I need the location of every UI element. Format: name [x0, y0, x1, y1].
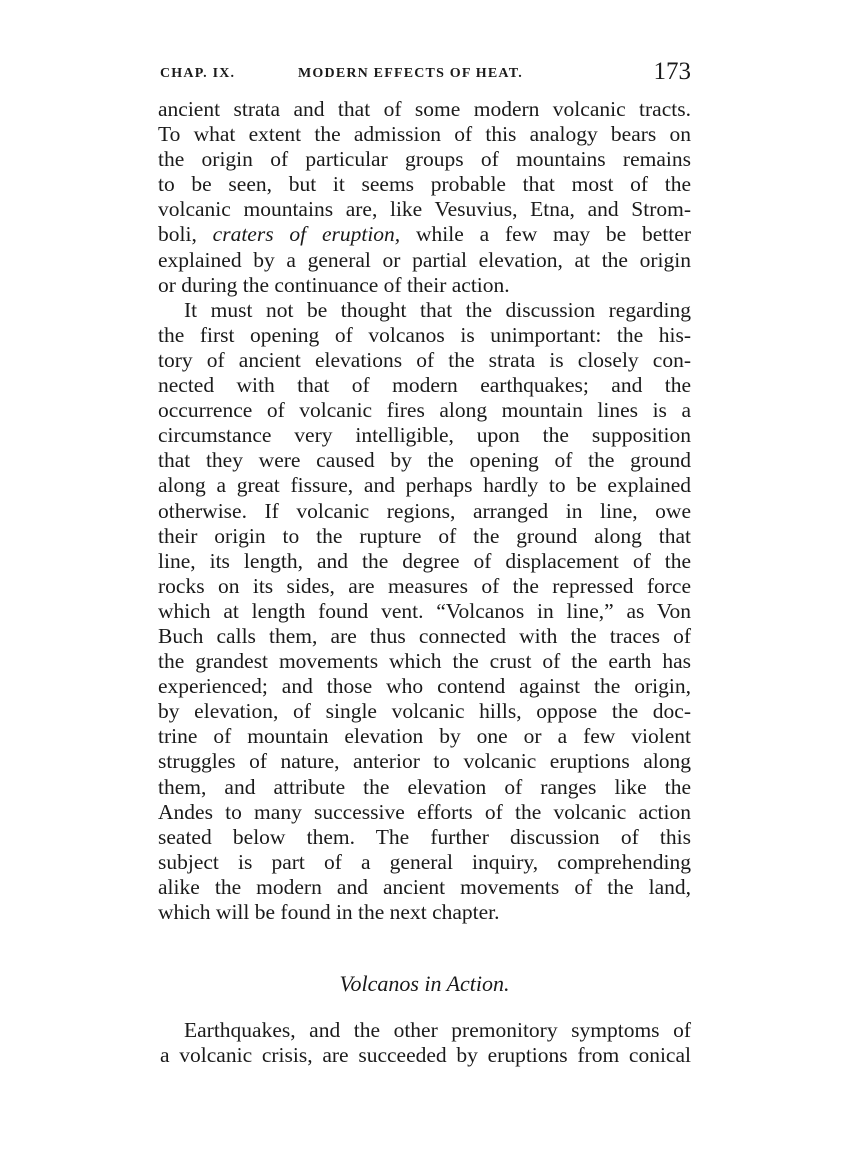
text-line: Andes to many successive efforts of the volcanic action — [158, 799, 691, 824]
text-fragment: boli, — [158, 222, 213, 247]
text-line: experienced; and those who contend against the origin, — [158, 674, 691, 699]
text-line: explained by a general or partial elevation, at the origin — [158, 247, 691, 272]
text-line: ancient strata and that of some modern volcanic tracts. — [158, 97, 691, 121]
text-line: trine of mountain elevation by one or a few violent — [158, 724, 691, 749]
text-line: which will be found in the next chapter. — [158, 900, 500, 924]
text-line: to be seen, but it seems probable that most of the — [158, 172, 691, 197]
body-text — [158, 97, 691, 1068]
paragraph-2 — [158, 298, 691, 925]
text-line: rocks on its sides, are measures of the repressed force — [158, 573, 691, 598]
text-line: them, and attribute the elevation of ranges like the — [158, 774, 691, 799]
book-page — [158, 58, 691, 1068]
text-line: circumstance very intelligible, upon the supposition — [158, 423, 691, 448]
text-line: Buch calls them, are thus connected with the traces of — [158, 623, 691, 648]
text-line: by elevation, of single volcanic hills, oppose the doc- — [158, 699, 691, 724]
running-head — [158, 58, 691, 92]
text-line: struggles of nature, anterior to volcanic eruptions along — [158, 749, 691, 774]
text-line: the first opening of volcanos is unimportant: the his- — [158, 322, 691, 347]
text-line: occurrence of volcanic fires along mountain lines is a — [158, 398, 691, 423]
text-line: otherwise. If volcanic regions, arranged in line, owe — [158, 498, 691, 523]
text-fragment: while a few may be better — [400, 222, 691, 247]
text-line: the origin of particular groups of mountains remains — [158, 147, 691, 172]
text-line: It must not be thought that the discussion regarding — [184, 297, 691, 322]
text-line: the grandest movements which the crust of the earth has — [158, 649, 691, 674]
running-title: MODERN EFFECTS OF HEAT. — [298, 66, 523, 81]
text-line: which at length found vent. “Volcanos in line,” as Von — [158, 598, 691, 623]
page-number: 173 — [653, 58, 691, 85]
italic-term: craters of eruption, — [212, 222, 401, 247]
text-line: alike the modern and ancient movements of the land, — [158, 874, 691, 899]
text-line: subject is part of a general inquiry, comprehending — [158, 849, 691, 874]
text-line: volcanic mountains are, like Vesuvius, Etna, and Strom- — [158, 197, 691, 222]
text-line: tory of ancient elevations of the strata is closely con- — [158, 347, 691, 372]
text-line: seated below them. The further discussion of this — [158, 824, 691, 849]
section-heading: Volcanos in Action. — [339, 971, 510, 997]
text-line: or during the continuance of their action. — [158, 272, 510, 297]
text-line: line, its length, and the degree of displacement of the — [158, 548, 691, 573]
paragraph-1 — [158, 97, 691, 298]
paragraph-3 — [158, 1018, 691, 1068]
text-line: along a great fissure, and perhaps hardly to be explained — [158, 473, 691, 498]
chapter-label: CHAP. IX. — [160, 66, 236, 81]
text-line: that they were caused by the opening of the ground — [158, 448, 691, 473]
text-line: To what extent the admission of this analogy bears on — [158, 122, 691, 147]
text-line: nected with that of modern earthquakes; and the — [158, 373, 691, 398]
text-line: their origin to the rupture of the ground along that — [158, 523, 691, 548]
text-line: a volcanic crisis, are succeeded by eruptions from conical — [160, 1043, 691, 1068]
text-line-with-italic — [158, 222, 691, 247]
text-line: Earthquakes, and the other premonitory symptoms of — [184, 1018, 691, 1043]
